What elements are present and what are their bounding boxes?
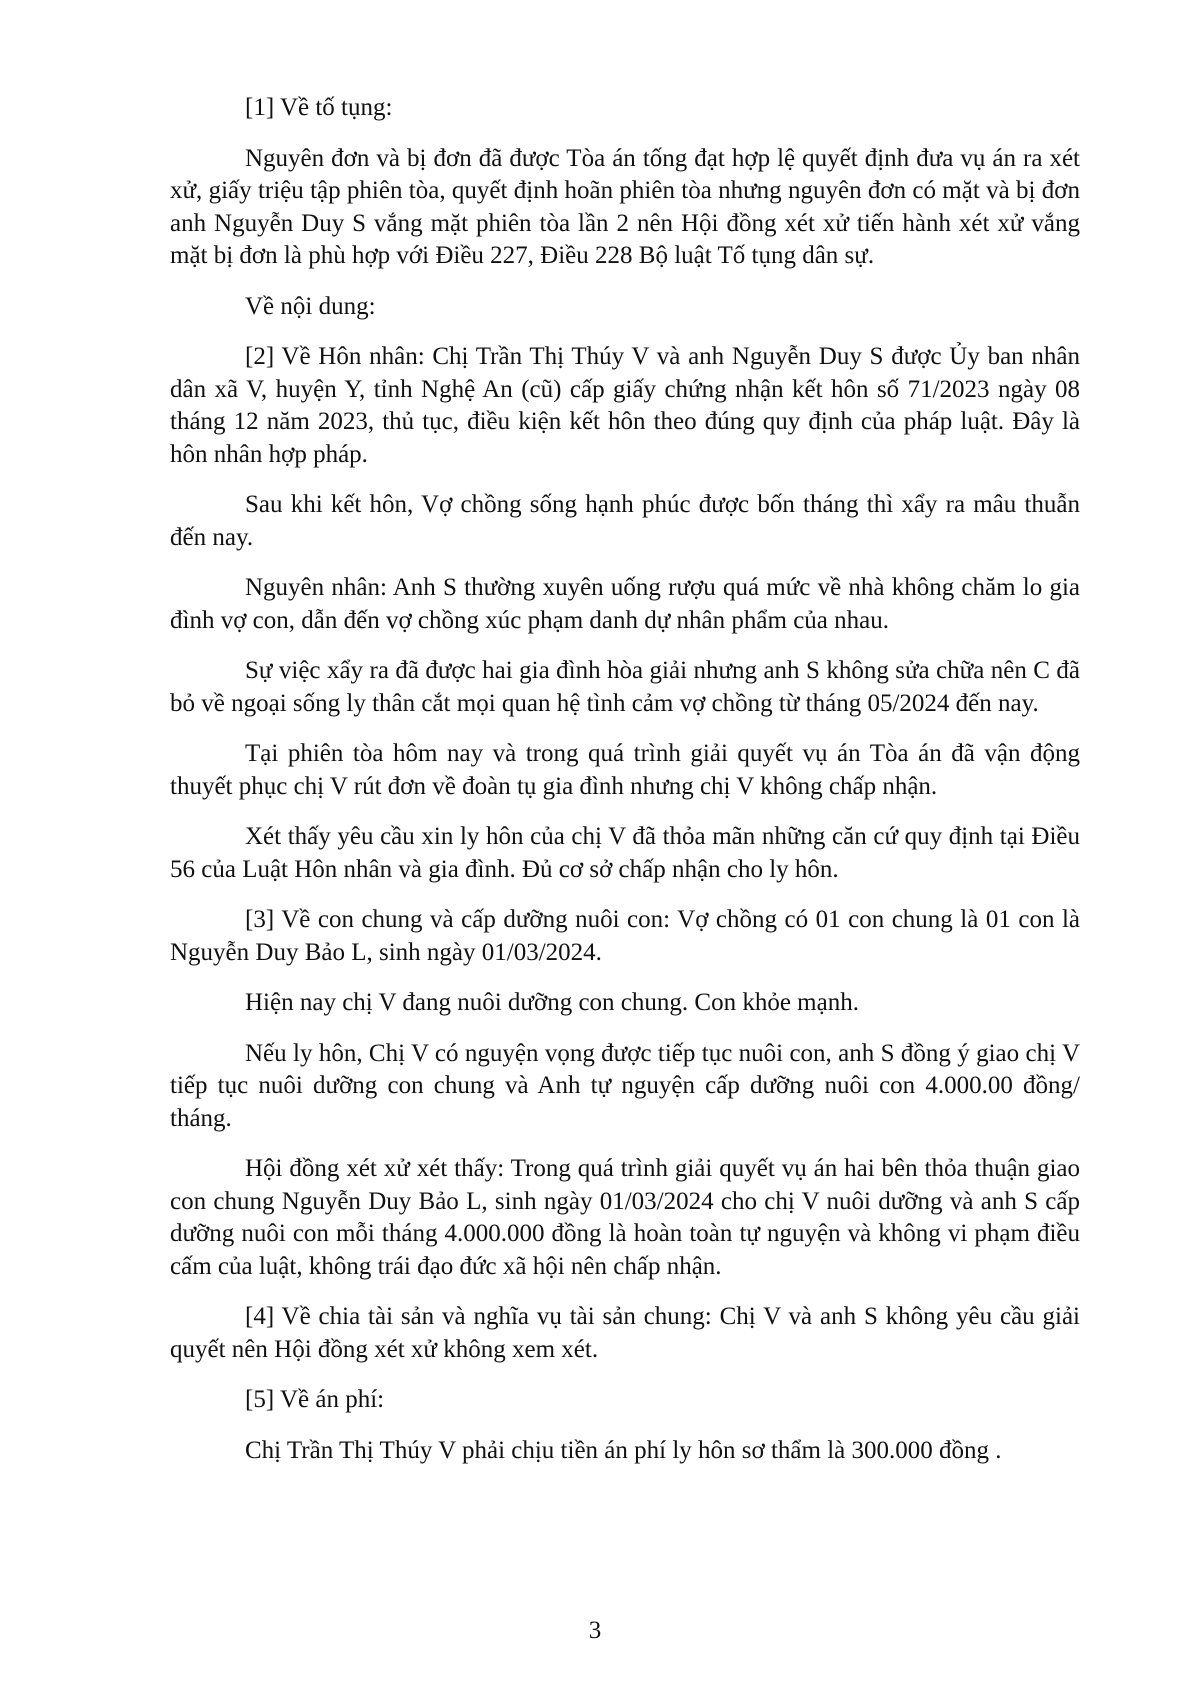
paragraph-fee: Chị Trần Thị Thúy V phải chịu tiền án phí ly hôn sơ thẩm là 300.000 đồng . <box>245 1436 1002 1464</box>
paragraph-conflict: Sau khi kết hôn, Vợ chồng sống hạnh phúc được bốn tháng thì xẩy ra mâu thuẫn đến nay. <box>170 491 1080 551</box>
paragraph-reconciliation: Tại phiên tòa hôm nay và trong quá trình giải quyết vụ án Tòa án đã vận động thuyết phục chị V rút đơn về đoàn tụ gia đình nhưng chị V không chấp nhận. <box>170 740 1080 800</box>
paragraph-cause: Nguyên nhân: Anh S thường xuyên uống rượu quá mức về nhà không chăm lo gia đình vợ con, dẫn đến vợ chồng xúc phạm danh dự nhân phẩm của nhau. <box>170 574 1080 634</box>
paragraph-child-care: Hiện nay chị V đang nuôi dưỡng con chung. Con khỏe mạnh. <box>245 989 859 1016</box>
paragraph-property: [4] Về chia tài sản và nghĩa vụ tài sản chung: Chị V và anh S không yêu cầu giải quyết nên Hội đồng xét xử không xem xét. <box>170 1303 1080 1363</box>
paragraph-marriage: [2] Về Hôn nhân: Chị Trần Thị Thúy V và anh Nguyễn Duy S được Ủy ban nhân dân xã V, huyện Y, tỉnh Nghệ An (cũ) cấp giấy chứng nhận kết hôn số 71/2023 ngày 08 tháng 12 năm 2023, thủ tục, điều kiện kết hôn theo đúng quy định của pháp luật. Đây là hôn nhân hợp pháp. <box>170 343 1080 468</box>
paragraph-fee-heading: [5] Về án phí: <box>245 1386 385 1413</box>
paragraph-custody-wish: Nếu ly hôn, Chị V có nguyện vọng được tiếp tục nuôi con, anh S đồng ý giao chị V tiếp tục nuôi dưỡng con chung và Anh tự nguyện cấp dưỡng nuôi con 4.000.00 đồng/ tháng. <box>170 1039 1080 1132</box>
document-body <box>170 92 1080 1467</box>
paragraph-child: [3] Về con chung và cấp dưỡng nuôi con: Vợ chồng có 01 con chung là 01 con là Nguyễn Duy Bảo L, sinh ngày 01/03/2024. <box>170 906 1080 966</box>
paragraph-court-finding: Hội đồng xét xử xét thấy: Trong quá trình giải quyết vụ án hai bên thỏa thuận giao con chung Nguyễn Duy Bảo L, sinh ngày 01/03/2024 cho chị V nuôi dưỡng và anh S cấp dưỡng nuôi con mỗi tháng 4.000.000 đồng là hoàn toàn tự nguyện và không vi phạm điều cấm của luật, không trái đạo đức xã hội nên chấp nhận. <box>170 1155 1080 1280</box>
paragraph-content-heading: Về nội dung: <box>245 292 376 320</box>
paragraph-separation: Sự việc xẩy ra đã được hai gia đình hòa giải nhưng anh S không sửa chữa nên C đã bỏ về ngoại sống ly thân cắt mọi quan hệ tình cảm vợ chồng từ tháng 05/2024 đến nay. <box>170 657 1080 717</box>
paragraph-procedure: Nguyên đơn và bị đơn đã được Tòa án tống đạt hợp lệ quyết định đưa vụ án ra xét xử, giấy triệu tập phiên tòa, quyết định hoãn phiên tòa nhưng nguyên đơn có mặt và bị đơn anh Nguyễn Duy S vắng mặt phiên tòa lần 2 nên Hội đồng xét xử tiến hành xét xử vắng mặt bị đơn là phù hợp với Điều 227, Điều 228 Bộ luật Tố tụng dân sự. <box>170 144 1080 269</box>
paragraph-procedure-heading: [1] Về tố tụng: <box>245 94 393 121</box>
paragraph-divorce-grounds: Xét thấy yêu cầu xin ly hôn của chị V đã thỏa mãn những căn cứ quy định tại Điều 56 của Luật Hôn nhân và gia đình. Đủ cơ sở chấp nhận cho ly hôn. <box>170 823 1080 883</box>
page-number: 3 <box>588 1617 602 1644</box>
